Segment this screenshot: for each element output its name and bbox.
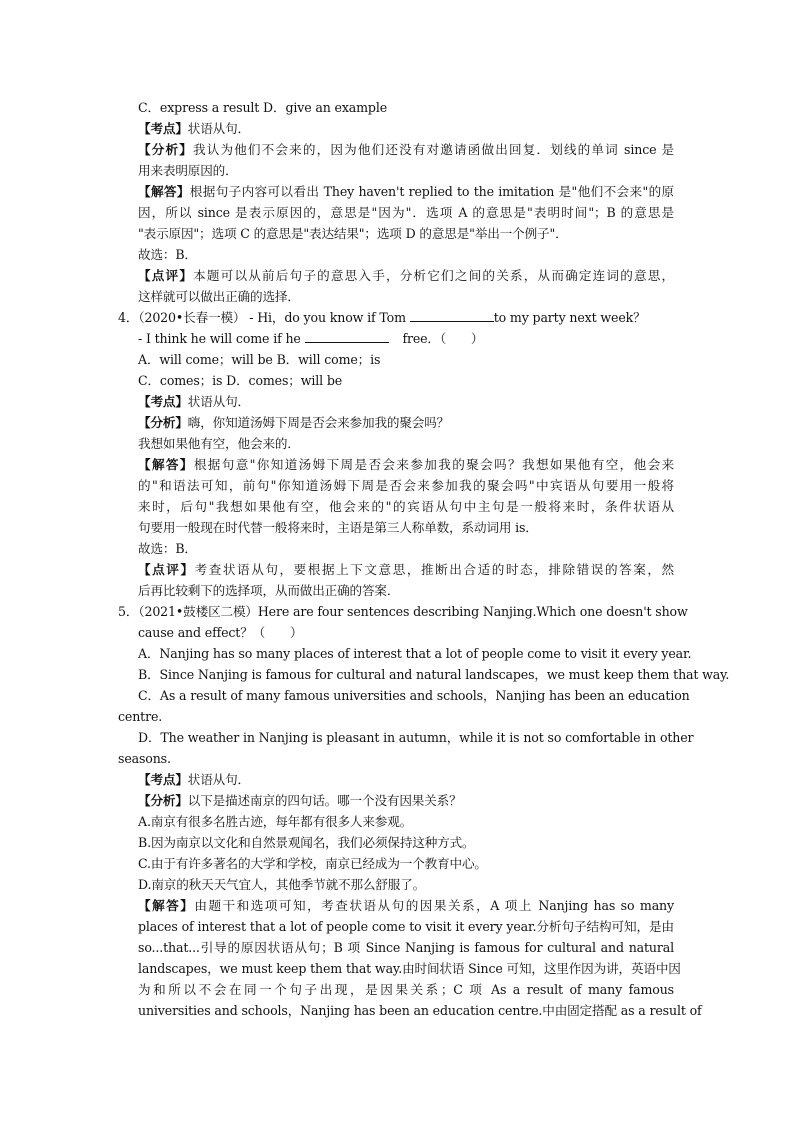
kaodian-tag: 【考点】: [138, 121, 188, 136]
q4-dianping-line-1: [138, 560, 674, 580]
q4-jieda-line-3: 来时，后句"我想如果他有空，他会来的"的宾语从句中主句是一般将来时，条件状语从: [138, 499, 674, 514]
q5-jieda-line-4: landscapes，we must keep them that way.由时间状语 Since 可知，这里作因为讲，英语中因: [138, 961, 681, 976]
q3-jieda-line-2: 因，所以 since 是表示原因的，意思是"因为"．选项 A 的意思是"表明时间"；B 的意思是: [138, 205, 674, 220]
q5-jieda-line-2: places of interest that a lot of people come to visit it every year.分析句子结构可知，是由: [138, 919, 674, 934]
q4-stem-post: to my party next week？: [493, 310, 646, 325]
q4-option-cd: C．comes；is D．comes；will be: [138, 373, 343, 388]
jieda-text: 根据句子内容可以看出 They haven't replied to the imitation 是"他们不会来"的原: [189, 184, 674, 199]
q5-option-b: B．Since Nanjing is famous for cultural and natural landscapes，we must keep them that way.: [138, 667, 730, 682]
q5-option-c-line-2: centre.: [118, 709, 163, 724]
answer-blank[interactable]: [305, 330, 389, 343]
q5-stem-line-1: 5．（2021•鼓楼区二模）Here are four sentences describing Nanjing.Which one doesn't show: [118, 604, 688, 619]
q4-dianping-line-2: 后再比较剩下的选择项，从而做出正确的答案．: [138, 583, 400, 598]
q5-option-a: A．Nanjing has so many places of interest that a lot of people come to visit it every year.: [138, 646, 692, 661]
jieda-tag: 【解答】: [138, 898, 195, 913]
kaodian-text: 状语从句．: [187, 394, 251, 409]
q3-kaodian: [138, 119, 250, 139]
kaodian-tag: 【考点】: [138, 772, 188, 787]
q4-line2-pre: - I think he will come if he: [138, 331, 301, 346]
q5-option-d-line-2: seasons.: [118, 751, 171, 766]
q3-fenxi-line-2: 用来表明原因的．: [138, 163, 238, 178]
q3-answer: 故选：B．: [138, 247, 197, 262]
q4-stem-line-2: [138, 329, 483, 349]
fenxi-tag: 【分析】: [138, 793, 188, 808]
q5-fenxi-a: A.南京有很多名胜古迹，每年都有很多人来参观。: [138, 814, 413, 829]
q5-jieda-line-1: [138, 896, 674, 916]
dianping-text: 本题可以从前后句子的意思入手，分析它们之间的关系，从而确定连词的意思，: [193, 268, 674, 283]
q4-fenxi-line-1: [138, 413, 449, 433]
q3-dianping-line-1: [138, 266, 674, 286]
q5-jieda-line-5: 为和所以不会在同一个句子出现，是因果关系；C 项 As a result of many famous: [138, 982, 674, 997]
kaodian-text: 状语从句．: [187, 772, 251, 787]
q4-line2-post: free．（ ）: [402, 331, 484, 346]
q5-option-c-line-1: C．As a result of many famous universities and schools，Nanjing has been an education: [138, 688, 690, 703]
dianping-tag: 【点评】: [138, 562, 195, 577]
fenxi-text: 以下是描述南京的四句话。哪一个没有因果关系？: [187, 793, 462, 808]
q3-dianping-line-2: 这样就可以做出正确的选择．: [138, 289, 300, 304]
dianping-text: 考查状语从句，要根据上下文意思，推断出合适的时态，排除错误的答案，然: [194, 562, 674, 577]
kaodian-tag: 【考点】: [138, 394, 188, 409]
fenxi-text: 嗨，你知道汤姆下周是否会来参加我的聚会吗？: [187, 415, 450, 430]
q4-answer: 故选：B．: [138, 541, 197, 556]
fenxi-tag: 【分析】: [138, 415, 188, 430]
fenxi-text: 我认为他们不会来的，因为他们还没有对邀请函做出回复．划线的单词 since 是: [192, 142, 675, 157]
q4-jieda-line-4: 句要用一般现在时代替一般将来时，主语是第三人称单数，系动词用 is．: [138, 520, 538, 535]
q3-jieda-line-3: "表示原因"；选项 C 的意思是"表达结果"；选项 D 的意思是"举出一个例子"．: [138, 226, 568, 241]
kaodian-text: 状语从句．: [187, 121, 251, 136]
q4-fenxi-line-2: 我想如果他有空，他会来的．: [138, 436, 300, 451]
q5-fenxi-c: C.由于有许多著名的大学和学校，南京已经成为一个教育中心。: [138, 856, 487, 871]
q5-jieda-line-3: so...that...引导的原因状语从句；B 项 Since Nanjing is famous for cultural and natural: [138, 940, 674, 955]
jieda-tag: 【解答】: [138, 184, 190, 199]
q4-option-ab: A．will come；will be B．will come；is: [138, 352, 381, 367]
q4-jieda-line-1: [138, 455, 674, 475]
q5-fenxi-b: B.因为南京以文化和自然景观闻名，我们必须保持这种方式。: [138, 835, 475, 850]
q5-option-d-line-1: D．The weather in Nanjing is pleasant in autumn，while it is not so comfortable in other: [138, 730, 694, 745]
answer-blank[interactable]: [410, 309, 494, 322]
jieda-tag: 【解答】: [138, 457, 194, 472]
q4-stem-line-1: [118, 308, 646, 328]
q5-jieda-line-6: universities and schools，Nanjing has been an education centre.中由固定搭配 as a result of: [138, 1003, 702, 1018]
jieda-text: 由题干和选项可知，考查状语从句的因果关系，A 项上 Nanjing has so many: [194, 898, 674, 913]
q3-jieda-line-1: [138, 182, 674, 202]
q5-stem-line-2: cause and effect？（ ）: [138, 625, 303, 640]
q5-fenxi-d: D.南京的秋天天气宜人，其他季节就不那么舒服了。: [138, 877, 426, 892]
q4-jieda-line-2: 的"和语法可知，前句"你知道汤姆下周是否会来参加我的聚会吗"中宾语从句要用一般将: [138, 478, 674, 493]
q5-kaodian: [138, 770, 250, 790]
jieda-text: 根据句意"你知道汤姆下周是否会来参加我的聚会吗？我想如果他有空，他会来: [193, 457, 674, 472]
q5-fenxi-line-1: [138, 791, 462, 811]
q3-fenxi-line-1: [138, 140, 674, 160]
q3-option-cd: C．express a result D．give an example: [138, 100, 388, 115]
q4-stem-pre: 4．（2020•长春一模） - Hi，do you know if Tom: [118, 310, 406, 325]
q4-kaodian: [138, 392, 250, 412]
dianping-tag: 【点评】: [138, 268, 194, 283]
fenxi-tag: 【分析】: [138, 142, 193, 157]
